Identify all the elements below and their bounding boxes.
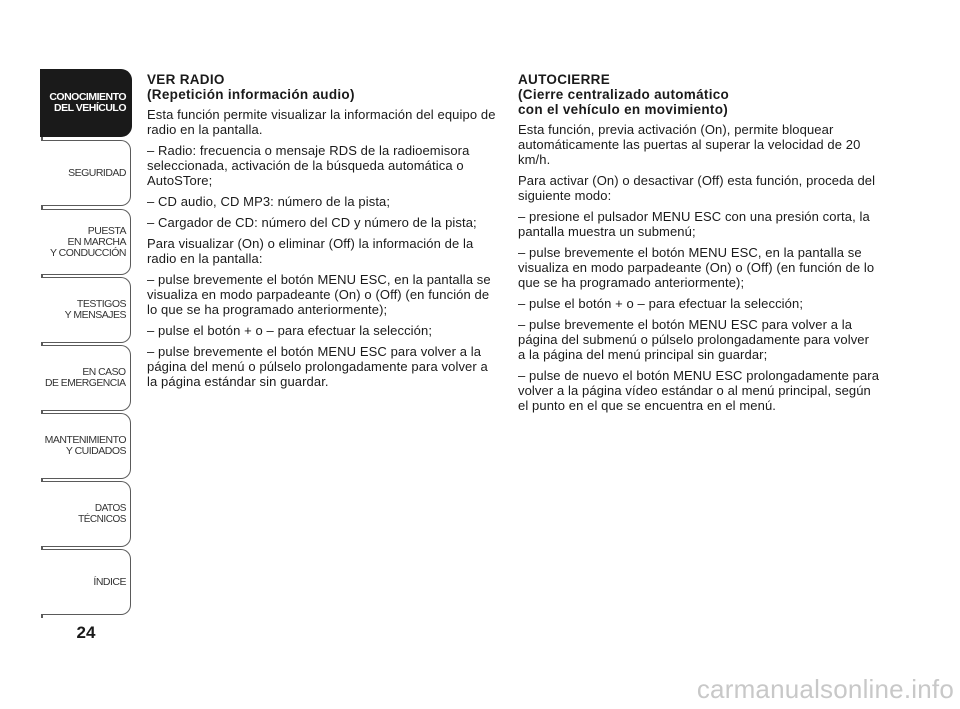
chapter-sidebar bbox=[0, 0, 140, 709]
section-autocierre bbox=[518, 72, 880, 419]
tab-datos-tecnicos[interactable] bbox=[41, 481, 131, 547]
paragraph: – pulse el botón + o – para efectuar la selección; bbox=[518, 296, 804, 311]
page-number: 24 bbox=[76, 623, 96, 642]
tab-puesta-en-marcha[interactable] bbox=[41, 209, 131, 275]
tab-mantenimiento-y-cuidados[interactable] bbox=[41, 413, 131, 479]
paragraph: – presione el pulsador MENU ESC con una presión corta, la pantalla muestra un submenú; bbox=[518, 209, 870, 239]
title-line: AUTOCIERRE bbox=[518, 72, 611, 87]
title-line: (Cierre centralizado automático bbox=[518, 87, 730, 102]
tab-label: DATOS TÉCNICOS bbox=[78, 502, 126, 525]
paragraph: – pulse brevemente el botón MENU ESC, en la pantalla se visualiza en modo parpadeante (On) o (Off) (en función de lo que se ha programado anteriormente); bbox=[518, 245, 875, 290]
paragraph: – pulse brevemente el botón MENU ESC para volver a la página del menú o púlselo prolongadamente para volver a la página estándar sin guardar. bbox=[147, 344, 488, 389]
paragraph: – pulse brevemente el botón MENU ESC, en la pantalla se visualiza en modo parpadeante (On) o (Off) (en función de lo que se ha programado anteriormente); bbox=[147, 272, 491, 317]
tab-label: EN CASO DE EMERGENCIA bbox=[45, 366, 126, 389]
title-line: VER RADIO bbox=[147, 72, 225, 87]
tab-label: MANTENIMIENTO Y CUIDADOS bbox=[44, 434, 126, 457]
tab-label: PUESTA EN MARCHA Y CONDUCCIÓN bbox=[49, 224, 126, 259]
title-line: con el vehículo en movimiento) bbox=[518, 102, 729, 117]
tab-label: SEGURIDAD bbox=[68, 166, 126, 179]
tab-conocimiento-del-vehiculo[interactable] bbox=[41, 70, 131, 136]
tab-label: TESTIGOS Y MENSAJES bbox=[64, 298, 126, 321]
paragraph: – pulse el botón + o – para efectuar la selección; bbox=[147, 323, 433, 338]
watermark: carmanualsonline.info bbox=[696, 674, 954, 704]
tab-label: CONOCIMIENTO DEL VEHÍCULO bbox=[49, 91, 126, 114]
paragraph: Para activar (On) o desactivar (Off) esta función, proceda del siguiente modo: bbox=[518, 173, 876, 203]
paragraph: Esta función, previa activación (On), permite bloquear automáticamente las puertas al superar la velocidad de 20 km/h. bbox=[518, 122, 861, 167]
tab-seguridad[interactable] bbox=[41, 140, 131, 206]
paragraph: Esta función permite visualizar la información del equipo de radio en la pantalla. bbox=[147, 107, 496, 137]
tab-label: ÍNDICE bbox=[93, 575, 126, 588]
paragraph: – pulse de nuevo el botón MENU ESC prolongadamente para volver a la página vídeo estándar o al menú principal, según el punto en el que se encuentra en el menú. bbox=[518, 368, 880, 413]
tab-en-caso-de-emergencia[interactable] bbox=[41, 345, 131, 411]
paragraph: – CD audio, CD MP3: número de la pista; bbox=[147, 194, 391, 209]
section-ver-radio bbox=[147, 72, 497, 395]
tab-testigos-y-mensajes[interactable] bbox=[41, 277, 131, 343]
paragraph: – pulse brevemente el botón MENU ESC para volver a la página del submenú o púlselo prolongadamente para volver a la página del menú principal sin guardar; bbox=[518, 317, 870, 362]
section-title bbox=[147, 72, 497, 102]
paragraph: Para visualizar (On) o eliminar (Off) la información de la radio en la pantalla: bbox=[147, 236, 474, 266]
paragraph: – Cargador de CD: número del CD y número de la pista; bbox=[147, 215, 477, 230]
title-line: (Repetición información audio) bbox=[147, 87, 355, 102]
tab-indice[interactable] bbox=[41, 549, 131, 615]
section-title bbox=[518, 72, 880, 117]
paragraph: – Radio: frecuencia o mensaje RDS de la radioemisora seleccionada, activación de la búsqueda automática o AutoSTore; bbox=[147, 143, 470, 188]
